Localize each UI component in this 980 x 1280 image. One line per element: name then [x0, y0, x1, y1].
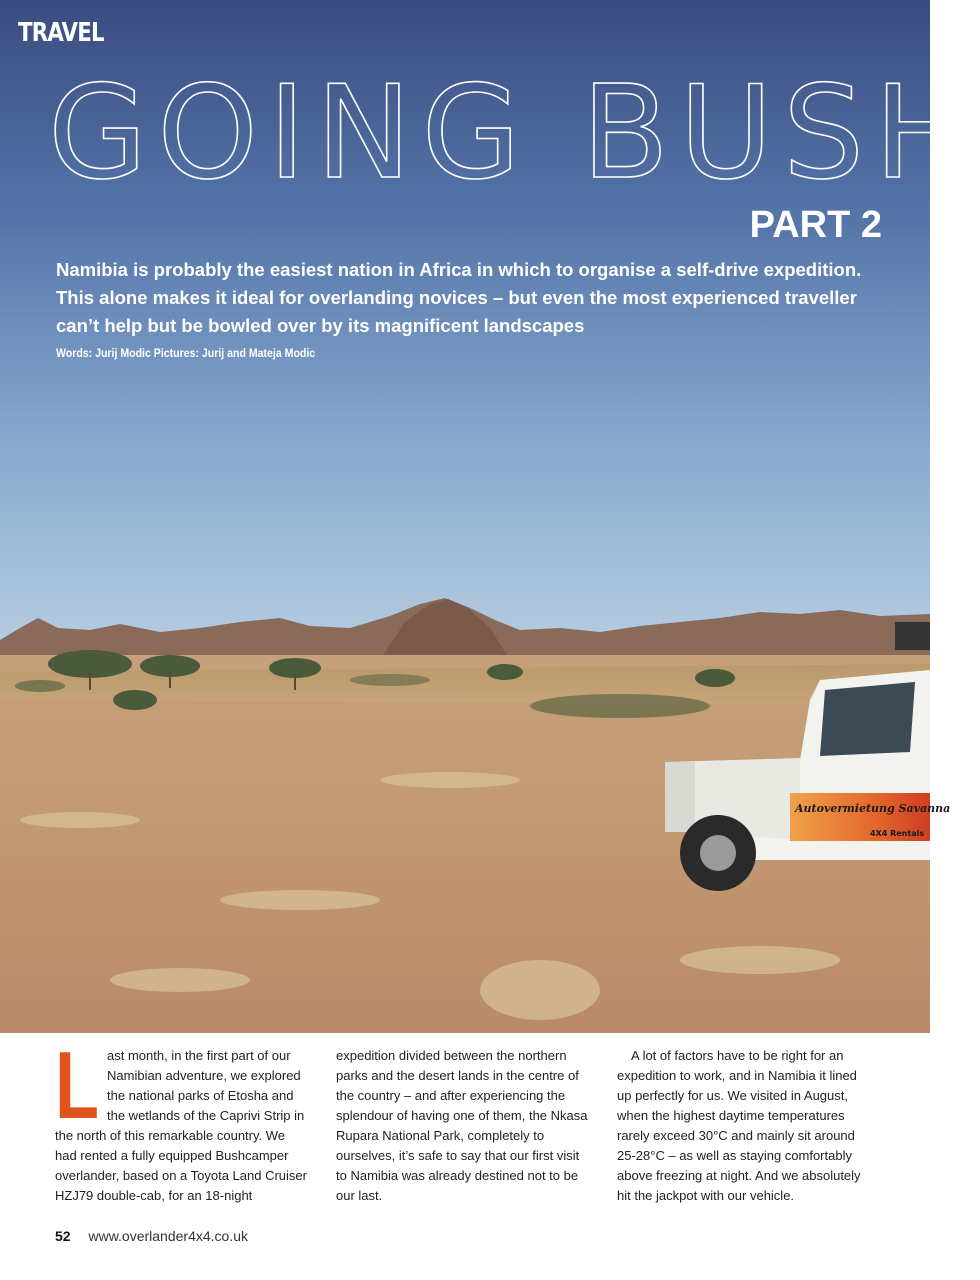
- vehicle-sign-text-2: 4X4 Rentals: [870, 829, 925, 838]
- article-column-2: [336, 1046, 588, 1206]
- column-1-text: ast month, in the first part of our Namibian adventure, we explored the national parks of Etosha and the wetlands of the Caprivi Strip in the north of this remarkable country. We had rented a fully equipped Bushcamper overlander, based on a Toyota Land Cruiser HZJ79 double-cab, for an 18-night: [55, 1048, 307, 1203]
- page-title: GOING BUSH: [48, 59, 980, 208]
- dropcap: [55, 1032, 101, 1139]
- article-column-1: [55, 1032, 307, 1206]
- vehicle-sign-text-1: Autovermietung Savanna: [795, 802, 951, 815]
- page-footer: [55, 1228, 248, 1244]
- column-3-text: A lot of factors have to be right for an expedition to work, and in Namibia it lined up perfectly for us. We visited in August, when the highest daytime temperatures rarely exceed 30°C and mainly sit around 25-28°C – as well as staying comfortably above freezing at night. And we absolutely hit the jackpot with our vehicle.: [617, 1048, 861, 1203]
- article-column-3: [617, 1046, 871, 1206]
- credits: Words: Jurij Modic Pictures: Jurij and Mateja Modic: [56, 346, 316, 360]
- page-number: 52: [55, 1228, 71, 1244]
- part-label: PART 2: [749, 204, 882, 246]
- svg-text:L: L: [55, 1032, 99, 1139]
- standfirst: Namibia is probably the easiest nation in Africa in which to organise a self-drive expedition. This alone makes it ideal for overlanding novices – but even the most experienced traveller can’t help but be bowled over by its magnificent landscapes: [56, 259, 862, 336]
- website-url[interactable]: www.overlander4x4.co.uk: [88, 1228, 248, 1244]
- section-label: TRAVEL: [18, 18, 104, 48]
- column-2-text: expedition divided between the northern parks and the desert lands in the centre of the country – and after experiencing the splendour of having one of them, the Nkasa Rupara National Park, completely to ourselves, it’s safe to say that our first visit to Namibia was already destined not to be our last.: [336, 1048, 588, 1203]
